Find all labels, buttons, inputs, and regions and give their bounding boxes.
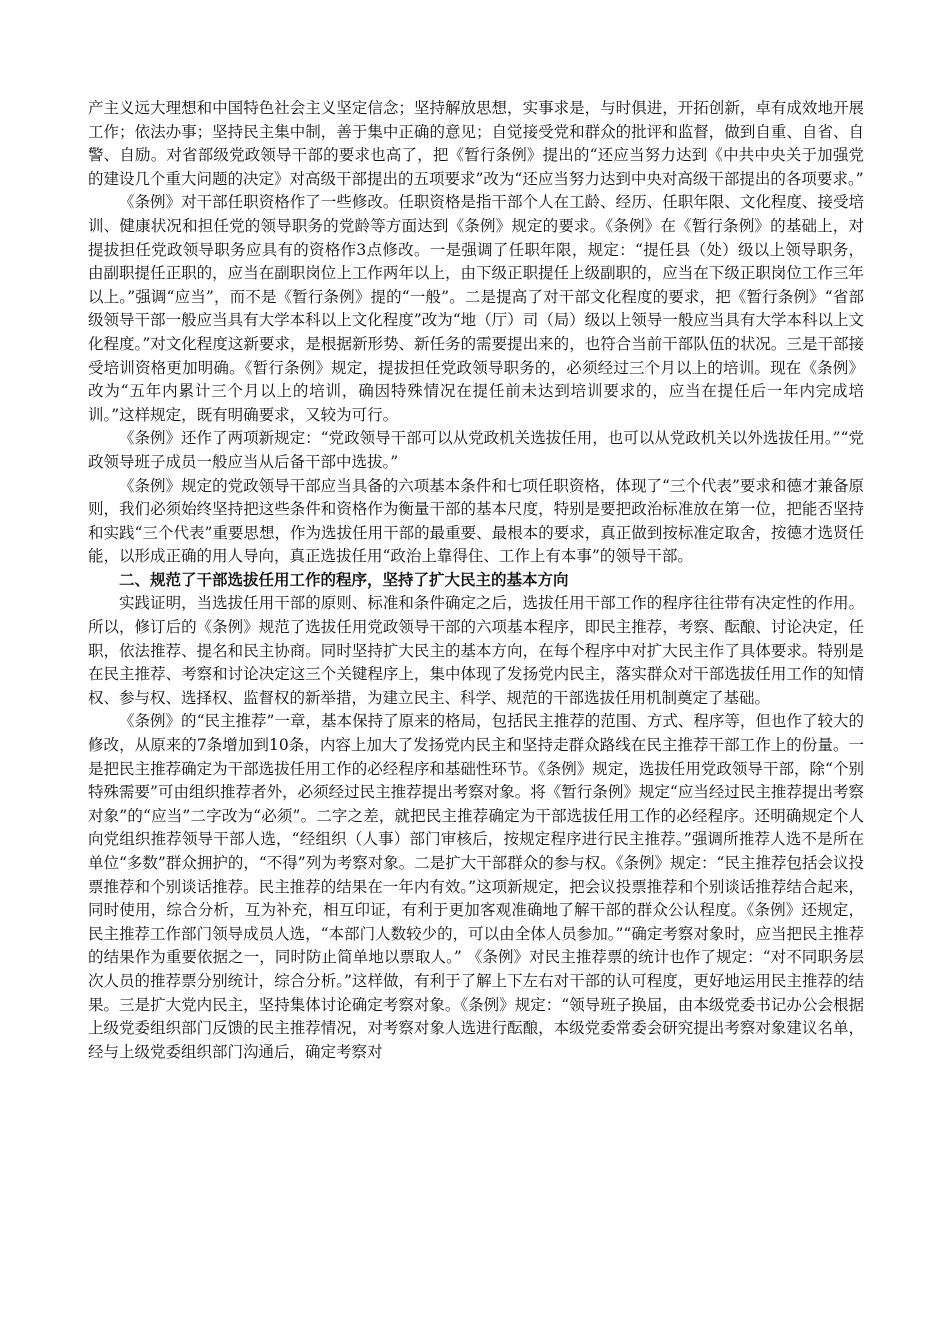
section-heading: 二、规范了干部选拔任用工作的程序，坚持了扩大民主的基本方向 bbox=[119, 570, 569, 589]
paragraph-three-represents: 《条例》规定的党政领导干部应当具备的六项基本条件和七项任职资格，体现了“三个代表”要求和德才兼备原则，我们必须始终坚持把这些条件和资格作为衡量干部的基本尺度，特别是要把政治标准放在第一位，把能否坚持和实践“三个代表”重要思想，作为选拔任用干部的最重要、最根本的要求，真正做到按标准定取舍，按德才选贤任能，以形成正确的用人导向，真正选拔任用“政治上靠得住、工作上有本事”的领导干部。 bbox=[88, 476, 864, 566]
paragraph-democratic-recommendation: 《条例》的“民主推荐”一章，基本保持了原来的格局，包括民主推荐的范围、方式、程序等，但也作了较大的修改，从原来的7条增加到10条，内容上加大了发扬党内民主和坚持走群众路线在民主推荐干部工作上的份量。一是把民主推荐确定为干部选拔任用工作的必经程序和基础性环节。《条例》规定，选拔任用党政领导干部，除“个别特殊需要”可由组织推荐者外，必须经过民主推荐提出考察对象。将《暂行条例》规定“应当经过民主推荐提出考察对象”的“应当”二字改为“必须”。二字之差，就把民主推荐确定为干部选拔任用工作的必经程序。还明确规定个人向党组织推荐领导干部人选，“经组织（人事）部门审核后，按规定程序进行民主推荐。”强调所推荐人选不是所在单位“多数”群众拥护的，“不得”列为考察对象。二是扩大干部群众的参与权。《条例》规定：“民主推荐包括会议投票推荐和个别谈话推荐。民主推荐的结果在一年内有效。”这项新规定，把会议投票推荐和个别谈话推荐结合起来，同时使用，综合分析，互为补充，相互印证，有利于更加客观准确地了解干部的群众公认程度。《条例》还规定，民主推荐工作部门领导成员人选，“本部门人数较少的，可以由全体人员参加。”“确定考察对象时，应当把民主推荐的结果作为重要依据之一，同时防止简单地以票取人。” 《条例》对民主推荐票的统计也作了规定：“对不同职务层次人员的推荐票分别统计，综合分析。”这样做，有利于了解上下左右对干部的认可程度，更好地运用民主推荐的结果。三是扩大党内民主，坚持集体讨论确定考察对象。《条例》规定：“领导班子换届，由本级党委书记办公会根据上级党委组织部门反馈的民主推荐情况，对考察对象人选进行酝酿，本级党委常委会研究提出考察对象建议名单，经与上级党委组织部门沟通后，确定考察对 bbox=[88, 712, 864, 1061]
paragraph-new-rules: 《条例》还作了两项新规定：“党政领导干部可以从党政机关选拔任用，也可以从党政机关以外选拔任用。”“党政领导班子成员一般应当从后备干部中选拔。” bbox=[88, 429, 864, 471]
paragraph-continued: 产主义远大理想和中国特色社会主义坚定信念；坚持解放思想，实事求是，与时俱进，开拓创新，卓有成效地开展工作；依法办事；坚持民主集中制，善于集中正确的意见；自觉接受党和群众的批评和监督，做到自重、自省、自警、自励。对省部级党政领导干部的要求也高了，把《暂行条例》提出的“还应当努力达到《中共中央关于加强党的建设几个重大问题的决定》对高级干部提出的五项要求”改为“还应当努力达到中央对高级干部提出的各项要求。” bbox=[88, 99, 864, 188]
paragraph-qualifications: 《条例》对干部任职资格作了一些修改。任职资格是指干部个人在工龄、经历、任职年限、文化程度、接受培训、健康状况和担任党的领导职务的党龄等方面达到《条例》规定的要求。《条例》在《暂行条例》的基础上，对提拔担任党政领导职务应具有的资格作3点修改。一是强调了任职年限，规定：“提任县（处）级以上领导职务，由副职提任正职的，应当在副职岗位上工作两年以上，由下级正职提任上级副职的，应当在下级正职岗位工作三年以上。”强调“应当”，而不是《暂行条例》提的“一般”。二是提高了对干部文化程度的要求，把《暂行条例》“省部级领导干部一般应当具有大学本科以上文化程度”改为“地（厅）司（局）级以上领导一般应当具有大学本科以上文化程度。”对文化程度这新要求，是根据新形势、新任务的需要提出来的，也符合当前干部队伍的状况。三是干部接受培训资格更加明确。《暂行条例》规定，提拔担任党政领导职务的，必须经过三个月以上的培训。现在《条例》改为“五年内累计三个月以上的培训，确因特殊情况在提任前未达到培训要求的，应当在提任后一年内完成培训。”这样规定，既有明确要求，又较为可行。 bbox=[88, 193, 864, 424]
document-page bbox=[88, 97, 864, 1064]
paragraph-procedures: 实践证明，当选拔任用干部的原则、标准和条件确定之后，选拔任用干部工作的程序往往带有决定性的作用。所以，修订后的《条例》规范了选拔任用党政领导干部的六项基本程序，即民主推荐，考察、酝酿、讨论决定，任职，依法推荐、提名和民主协商。同时坚持扩大民主的基本方向，在每个程序中对扩大民主作了具体要求。特别是在民主推荐、考察和讨论决定这三个关键程序上，集中体现了发扬党内民主，落实群众对干部选拔任用工作的知情权、参与权、选择权、监督权的新举措，为建立民主、科学、规范的干部选拔任用机制奠定了基础。 bbox=[88, 594, 864, 707]
